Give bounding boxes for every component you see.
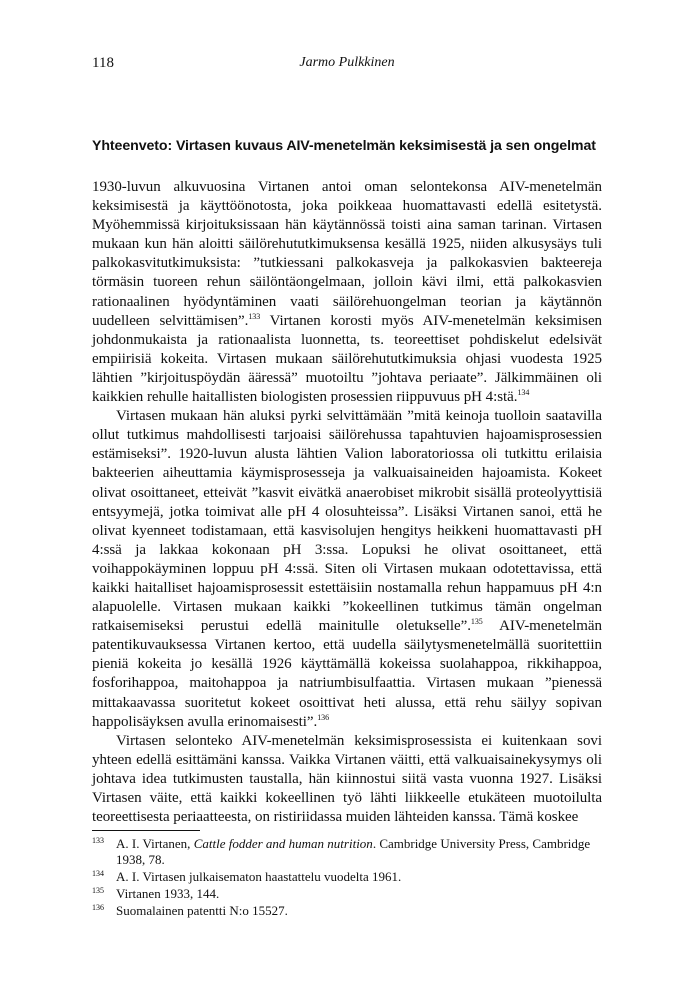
footnote-number: 136 xyxy=(92,903,104,912)
paragraph-text: Virtasen mukaan hän aluksi pyrki selvittämään ”mitä keinoja tuolloin saatavilla ollut tutkimus mahdollisesti tarjoaisi säilörehussa tapahtuvien hajoamisprosessien estämiseksi”. 1920-luvun alusta lähtien Valion laboratoriossa oli tutkittu erilaisia bakteerien aiheuttamia käymisprosesseja ja valkuaisaineiden hajoamista. Kokeet olivat osoittaneet, etteivät ”kasvit eivätkä anaerobiset mikrobit sisällä proteolyyttisiä entsyymejä, jotka toimivat alle pH 4 olosuhteissa”. Lisäksi Virtanen sanoi, että he olivat kyenneet todistamaan, että kasvisolujen hengitys heikkeni huomattavasti pH 4:ssä ja lakkaa kokonaan pH 3:ssa. Lopuksi he olivat osoittaneet, että voihappokäyminen loppuu pH 4:ssä. Siten oli Virtasen mukaan odotettavissa, että kaikki haitalliset hajoamisprosessit estettäisiin nostamalla rehun happamuus pH 4:n alapuolelle. Virtasen mukaan kaikki ”kokeellinen tutkimus tämän ongelman ratkaisemiseksi perustui edellä mainitulle oletukselle”. xyxy=(92,408,602,635)
footnote xyxy=(92,869,602,885)
footnote-reference: 135 xyxy=(470,617,483,627)
paragraph-text: Virtanen korosti myös AIV-menetelmän keksimisen johdonmukaista ja rationaalista luonnetta, ts. teoreettiset pohdiskelut edelsivät empiirisiä kokeita. Virtasen mukaan säilörehututkimuksia ohjasi vuodesta 1925 lähtien ”kirjoituspöydän ääressä” muotoiltu ”johtava periaate”. Jälkimmäinen oli kaikkien rehulle haitallisten biologisten prosessien riippuvuus pH 4:stä. xyxy=(92,312,603,406)
body-text xyxy=(92,178,602,827)
page-header xyxy=(92,55,602,75)
footnote-number: 134 xyxy=(92,869,104,878)
footnotes xyxy=(92,836,602,920)
paragraph xyxy=(92,407,602,732)
footnote xyxy=(92,836,602,868)
footnote xyxy=(92,886,602,902)
footnote-text: Suomalainen patentti N:o 15527. xyxy=(116,903,288,918)
footnote-divider xyxy=(92,830,200,831)
paragraph-text: 1930-luvun alkuvuosina Virtanen antoi oman selontekonsa AIV-menetelmän keksimisestä ja käyttöönotosta, joka poikkeaa huomattavasti edellä esitetystä. Myöhemmissä kirjoituksissaan hän käytännössä toisti aina saman tarinan. Virtasen mukaan kun hän aloitti säilörehututkimuksensa kesällä 1925, niiden alkusysäys tuli palkokasvitutkimuksista: ”tutkiessani palkokasveja ja palkokasvien bakteereja törmäsin tuoreen rehun säilöntäongelmaan, jolloin kävi ilmi, että palkokasvien rationaalinen hyödyntäminen vaati säilörehuongelman teorian ja käytännön uudelleen selvittämisen”. xyxy=(92,179,602,329)
footnote-text: A. I. Virtasen julkaisematon haastattelu vuodelta 1961. xyxy=(116,869,402,884)
running-head: Jarmo Pulkkinen xyxy=(299,55,395,70)
footnote-text: A. I. Virtanen, xyxy=(116,836,194,851)
paragraph-text: Virtasen selonteko AIV-menetelmän keksimisprosessista ei kuitenkaan sovi yhteen edellä esittämäni kanssa. Vaikka Virtanen väitti, että valkuaisainekysymys oli johtava idea tutkimusten taustalla, hän kiinnostui siitä vasta vuonna 1927. Lisäksi Virtasen väite, että kaikki kokeellinen työ lähti liikkeelle etukäteen muotoilulta teoreettisesta periaatteesta, on ristiriidassa muiden lähteiden kanssa. Tämä koskee xyxy=(92,732,602,826)
footnote xyxy=(92,903,602,919)
footnote-book-title: Cattle fodder and human nutrition xyxy=(193,836,373,851)
page-number: 118 xyxy=(92,55,114,71)
footnote-number: 133 xyxy=(92,836,104,845)
footnote-text: Virtanen 1933, 144. xyxy=(116,886,220,901)
footnote-number: 135 xyxy=(92,886,104,895)
footnote-reference: 133 xyxy=(248,311,261,321)
section-heading: Yhteenveto: Virtasen kuvaus AIV-menetelmän keksimisestä ja sen ongelmat xyxy=(92,138,596,154)
footnote-text: . Cambridge University Press, Cambridge 1938, 78. xyxy=(116,836,591,867)
paragraph xyxy=(92,732,602,827)
paragraph-text: AIV-menetelmän patentikuvauksessa Virtanen kertoo, että uudella säilytysmenetelmällä suoritettiin pieniä kokeita jo kesällä 1926 käyttämällä kokeissa suolahappoa, rikkihappoa, fosforihappoa, maitohappoa ja natriumbisulfaattia. Virtasen mukaan ”pienessä mittakaavassa suoritetut kokeet osoittivat heti alussa, että rehu säilyy sopivan happolisäyksen avulla erinomaisesti”. xyxy=(92,618,602,730)
footnote-reference: 136 xyxy=(317,712,330,722)
footnote-reference: 134 xyxy=(517,388,530,398)
paragraph xyxy=(92,178,602,407)
